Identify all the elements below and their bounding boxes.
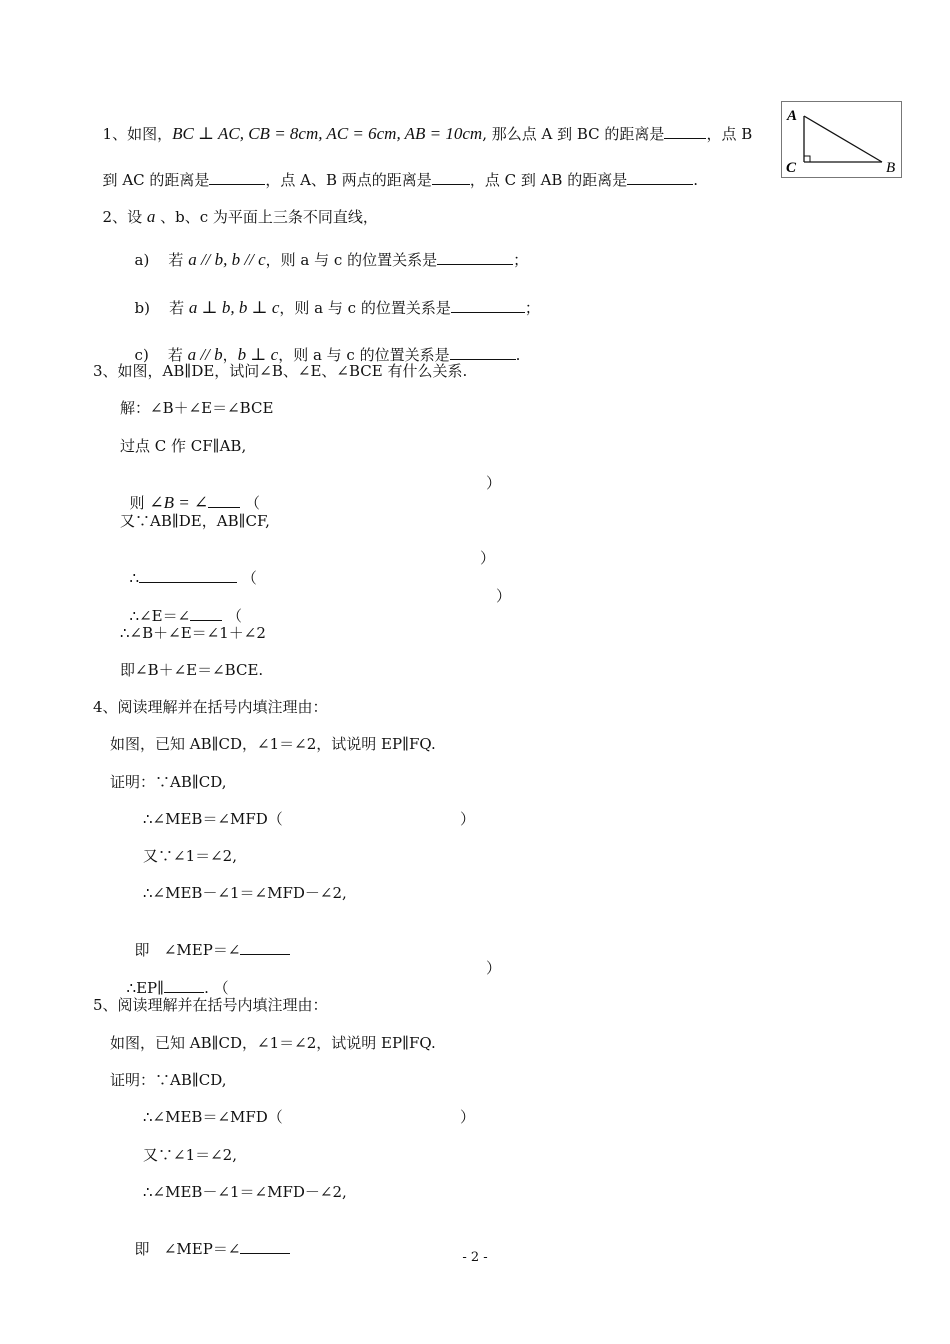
q3-l6-paren-open: （ [226,607,242,625]
q2-c-pre: 若 [167,346,188,364]
q1-text5: ，点 C 到 AB 的距离是 [469,171,628,189]
q5-line5: ∴∠MEB－∠1＝∠MFD－∠2, [143,1183,347,1201]
q5-line3: ∴∠MEB＝∠MFD（ [143,1108,283,1126]
q2-item-b [125,278,540,318]
q3-line7: ∴∠B＋∠E＝∠1＋∠2 [120,624,266,642]
triangle-diagram [782,102,901,177]
q2-title-a: a [146,207,156,226]
q3-l3-paren-close: ） [486,474,502,492]
q2-c-mid: ， [222,346,238,364]
q2-c-label: c) [134,346,149,364]
q3-line1: 解：∠B＋∠E＝∠BCE [120,399,274,417]
q2-a-post: ，则 a 与 c 的位置关系是 [265,251,438,269]
q2-item-a [125,230,528,270]
q3-line6 [120,586,242,626]
q1-math: BC ⊥ AC, CB = 8cm, AC = 6cm, AB = 10cm [172,124,483,143]
q3-line2: 过点 C 作 CF∥AB, [120,437,247,455]
q2-a-pre: 若 [168,251,189,269]
q5-line1: 如图，已知 AB∥CD，∠1＝∠2，试说明 EP∥FQ. [110,1034,436,1052]
q2-c-post: ，则 a 与 c 的位置关系是 [278,346,450,364]
q2-item-c [125,325,520,365]
q2-b-blank[interactable] [451,298,525,313]
triangle-figure [781,101,902,178]
q3-line5 [120,548,257,588]
q2-a-label: a) [134,251,150,269]
q2-title [93,187,378,227]
q4-l7-blank[interactable] [164,978,204,993]
q1-text2: ，点 B [706,125,753,143]
q3-l5-paren-close: ） [480,549,496,567]
q4-title: 4、阅读理解并在括号内填注理由： [93,698,328,716]
q1-blank3[interactable] [432,170,470,185]
q1-blank1[interactable] [664,124,706,139]
q2-c-blank[interactable] [450,345,516,360]
q4-line2: 证明：∵AB∥CD, [110,773,227,791]
q5-line4: 又∵∠1＝∠2, [143,1146,237,1164]
q3-line3 [120,473,260,513]
q5-line2: 证明：∵AB∥CD, [110,1071,227,1089]
q5-l3-close: ） [460,1108,476,1126]
q5-title: 5、阅读理解并在括号内填注理由： [93,996,328,1014]
figure-label-c: C [786,160,797,176]
q1-text3: 到 AC 的距离是 [102,171,210,189]
q2-b-end: ； [524,299,540,317]
q4-l7-close: ） [486,959,502,977]
q3-l3-pre: 则 [129,494,150,512]
q2-b-label: b) [134,299,151,317]
q2-title-post: 、b、c 为平面上三条不同直线， [155,208,378,226]
q4-l6-blank[interactable] [240,940,290,955]
q1-line1 [93,104,752,144]
q2-b-math: a ⊥ b, b ⊥ c [188,298,280,317]
q3-line8: 即∠B＋∠E＝∠BCE. [120,661,264,679]
q4-l6-text: 即 ∠MEP＝∠ [134,941,241,959]
page-number: - 2 - [462,1250,488,1265]
q4-line1: 如图，已知 AB∥CD，∠1＝∠2，试说明 EP∥FQ. [110,735,436,753]
q3-l5-blank[interactable] [139,568,237,583]
q3-l3-paren-open: （ [244,494,260,512]
q3-l5-pre: ∴ [129,569,140,587]
q1-text4: ，点 A、B 两点的距离是 [265,171,432,189]
q3-l5-paren-open: （ [241,569,257,587]
figure-label-b: B [886,160,896,176]
q2-title-pre: 2、设 [102,208,147,226]
q1-number: 1、如图， [102,125,173,143]
q1-text1: , 那么点 A 到 BC 的距离是 [482,125,665,143]
q2-c-math2: b ⊥ c [237,345,279,364]
q3-l3-math: ∠B = ∠ [149,493,209,512]
q3-line4: 又∵AB∥DE，AB∥CF, [120,512,270,530]
q2-a-end: ； [513,251,529,269]
q4-line5: ∴∠MEB－∠1＝∠MFD－∠2, [143,884,347,902]
q5-l6-text: 即 ∠MEP＝∠ [134,1240,241,1258]
q4-l7-pre: ∴EP∥ [126,979,165,997]
q2-b-pre: 若 [169,299,189,317]
q3-l6-pre: ∴∠E＝∠ [129,607,191,625]
q4-line6 [125,920,290,960]
q3-l3-blank[interactable] [208,493,240,508]
q2-c-math1: a // b [187,345,223,364]
q4-l7-post: . （ [204,979,229,997]
q2-c-end: . [515,346,521,364]
q4-l3-close: ） [460,810,476,828]
q3-title: 3、如图，AB∥DE，试问∠B、∠E、∠BCE 有什么关系. [93,362,468,380]
q2-b-post: ，则 a 与 c 的位置关系是 [279,299,451,317]
q1-text6: . [693,171,698,189]
q2-a-math: a // b, b // c [188,250,266,269]
q4-line7 [117,958,229,998]
q1-blank2[interactable] [209,170,265,185]
q3-l6-paren-close: ） [496,587,512,605]
q2-a-blank[interactable] [437,250,513,265]
figure-label-a: A [787,108,798,124]
q4-line3: ∴∠MEB＝∠MFD（ [143,810,283,828]
q1-line2 [93,150,698,190]
q4-line4: 又∵∠1＝∠2, [143,847,237,865]
q3-l6-blank[interactable] [190,606,222,621]
q1-blank4[interactable] [627,170,693,185]
